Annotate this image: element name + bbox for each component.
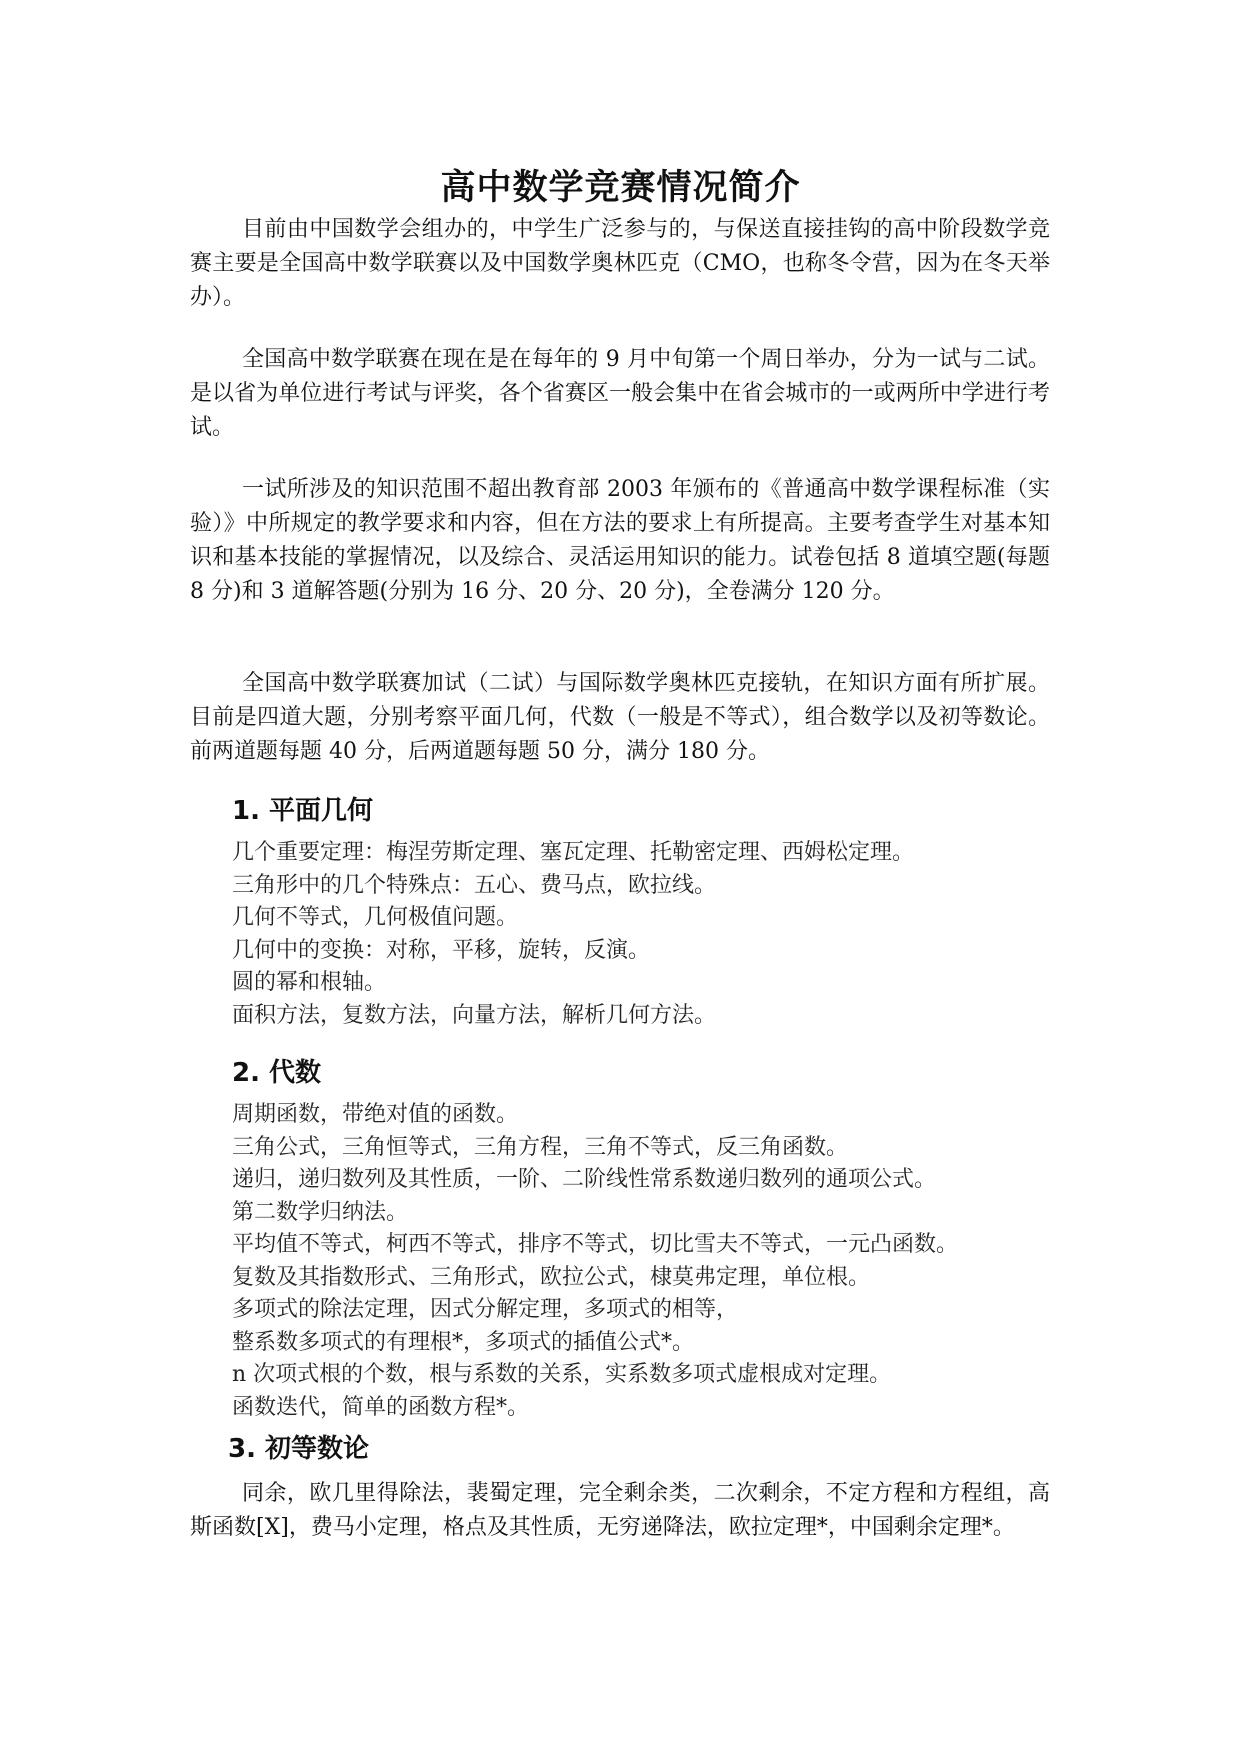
list-item: 圆的幂和根轴。	[232, 970, 387, 995]
list-item: 复数及其指数形式、三角形式，欧拉公式，棣莫弗定理，单位根。	[232, 1264, 871, 1290]
list-item: 三角公式，三角恒等式，三角方程，三角不等式，反三角函数。	[232, 1134, 849, 1160]
paragraph-text: 全国高中数学联赛加试（二试）与国际数学奥林匹克接轨，在知识方面有所扩展。目前是四道大题，分别考察平面几何，代数（一般是不等式），组合数学以及初等数论。前两道题每题 40 分，后两道题每题 50 分，满分 180 分。	[190, 671, 1050, 764]
paragraph-text: 目前由中国数学会组办的，中学生广泛参与的，与保送直接挂钩的高中阶段数学竞赛主要是全国高中数学联赛以及中国数学奥林匹克（CMO，也称冬令营，因为在冬天举办）。	[190, 217, 1050, 310]
list-item: 第二数学归纳法。	[232, 1199, 409, 1225]
section-heading-number-theory: 3. 初等数论	[228, 1434, 370, 1464]
number-theory-paragraph	[190, 1477, 1050, 1545]
list-item: 整系数多项式的有理根*，多项式的插值公式*。	[232, 1329, 695, 1355]
list-item: 几何不等式，几何极值问题。	[232, 905, 519, 930]
second-round-paragraph	[190, 667, 1050, 769]
section-heading-geometry: 1. 平面几何	[232, 796, 374, 826]
paragraph-text: 全国高中数学联赛在现在是在每年的 9 月中旬第一个周日举办，分为一试与二试。是以省为单位进行考试与评奖，各个省赛区一般会集中在省会城市的一或两所中学进行考试。	[190, 347, 1050, 440]
geometry-topic-list	[232, 837, 1052, 1032]
section-heading-algebra: 2. 代数	[232, 1058, 322, 1088]
paragraph-text: 一试所涉及的知识范围不超出教育部 2003 年颁布的《普通高中数学课程标准（实验）》中所规定的教学要求和内容，但在方法的要求上有所提高。主要考查学生对基本知识和基本技能的掌握情况，以及综合、灵活运用知识的能力。试卷包括 8 道填空题(每题 8 分)和 3 道解答题(分别为 16 分、20 分、20 分)，全卷满分 120 分。	[190, 477, 1050, 604]
league-paragraph	[190, 343, 1050, 445]
list-item: 几何中的变换：对称，平移，旋转，反演。	[232, 937, 651, 963]
list-item: 几个重要定理：梅涅劳斯定理、塞瓦定理、托勒密定理、西姆松定理。	[232, 840, 915, 865]
intro-paragraph	[190, 213, 1050, 315]
list-item: 三角形中的几个特殊点：五心、费马点，欧拉线。	[232, 872, 717, 898]
algebra-topic-list	[232, 1099, 1052, 1424]
paragraph-text: 同余，欧几里得除法，裴蜀定理，完全剩余类，二次剩余，不定方程和方程组，高斯函数[X]，费马小定理，格点及其性质，无穷递降法，欧拉定理*，中国剩余定理*。	[190, 1481, 1050, 1540]
document-title: 高中数学竞赛情况简介	[440, 168, 801, 208]
first-round-paragraph	[190, 473, 1050, 609]
list-item: 函数迭代，简单的函数方程*。	[232, 1394, 530, 1420]
list-item: 平均值不等式，柯西不等式，排序不等式，切比雪夫不等式，一元凸函数。	[232, 1232, 959, 1257]
list-item: 多项式的除法定理，因式分解定理，多项式的相等，	[232, 1297, 739, 1322]
list-item: 周期函数，带绝对值的函数。	[232, 1102, 519, 1127]
list-item: 面积方法，复数方法，向量方法，解析几何方法。	[232, 1002, 717, 1028]
list-item: n 次项式根的个数，根与系数的关系，实系数多项式虚根成对定理。	[232, 1362, 892, 1387]
list-item: 递归，递归数列及其性质，一阶、二阶线性常系数递归数列的通项公式。	[232, 1167, 937, 1192]
